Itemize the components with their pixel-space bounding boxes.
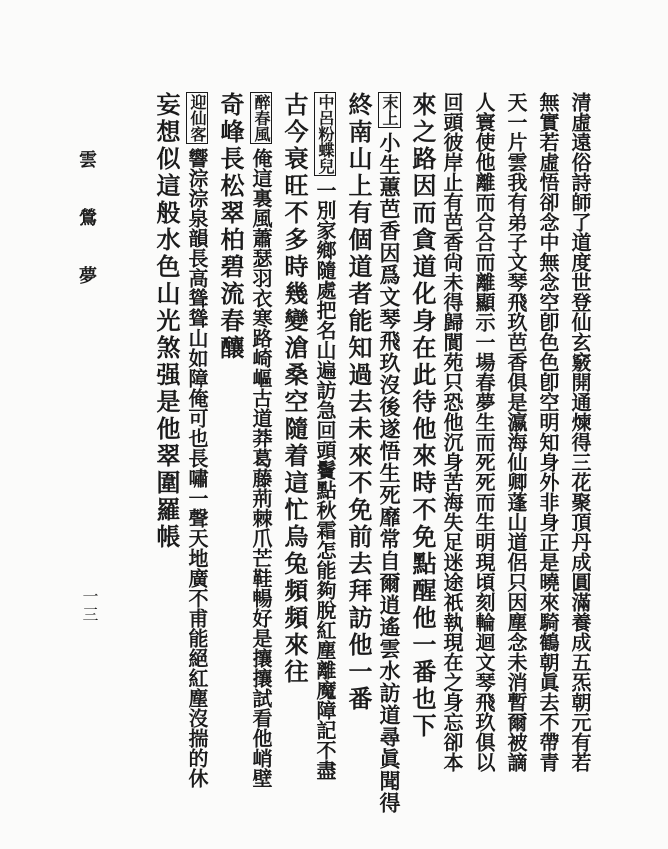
text-column — [506, 92, 526, 772]
text-column — [442, 92, 462, 772]
text-column — [474, 92, 494, 772]
column-text: 無實若虛悟卻念中無念空卽色色卽空明知身外非身正是曉來騎鶴朝眞去不帶青 — [536, 92, 560, 772]
column-text: 來之路因而貪道化身在此待他來時不免點醒他一番也下 — [408, 92, 437, 740]
column-text: 奇峰長松翠柏碧流春釀 — [216, 92, 245, 362]
text-column — [538, 92, 558, 772]
column-text: 人寰使他離而合合而離顯示一場春夢生而死死而生明現頃刻輪迴文琴飛玖俱以 — [472, 92, 496, 772]
column-text: 俺這裏風蕭瑟羽衣寒路崎嶇古道莽葛藤荊棘爪芒鞋暢好是攘攘試看他峭壁 — [249, 148, 273, 788]
text-column — [378, 92, 401, 814]
column-text: 終南山上有個道者能知過去未來不免前去拜訪他一番 — [344, 92, 373, 713]
text-column — [570, 92, 590, 772]
column-text: 天一片雲我有弟子文琴飛玖芭香俱是瀛海仙卿蓬山道侶只因塵念未消暫爾被謫 — [504, 92, 528, 772]
column-text: 小生蕙芭香因爲文琴飛玖沒後遂悟生死靡常自爾逍遙雲水訪道尋眞聞得 — [377, 132, 402, 814]
column-text: 回頭彼岸止有芭香尙未得歸閬苑只恐他沉身苦海失足迷途祇執現在之身忘卻本 — [440, 92, 464, 772]
column-text: 一別家鄉隨處把名山遍訪急回頭鬢點秋霜怎能夠脫紅塵離魔障記不盡 — [313, 180, 337, 780]
text-column — [186, 92, 208, 788]
text-column — [344, 92, 373, 713]
column-text: 妄想似這般水色山光煞强是他翠圍羅帳 — [152, 92, 181, 551]
text-column — [314, 92, 336, 780]
tune-tag: 迎仙客 — [188, 94, 207, 142]
text-column — [216, 92, 245, 362]
running-title: 雲鶯夢 — [76, 150, 97, 324]
role-tag: 末上 — [380, 94, 399, 126]
column-text: 響淙淙泉韻長高聳聳山如障俺可也長嘯一聲天地廣不甫能絕紅塵沒揣的休 — [185, 148, 209, 788]
text-column — [152, 92, 181, 551]
text-column — [250, 92, 272, 788]
page-number: 一三 — [80, 588, 99, 624]
column-text: 清虛遠俗詩師了道度世登仙玄竅開通煉得三花聚頂丹成圓滿養成五炁朝元有若 — [568, 92, 592, 772]
column-text: 古今衰旺不多時幾變滄桑空隨着這忙烏兔頻頻來往 — [280, 92, 309, 686]
tune-tag: 中呂粉蝶兒 — [316, 94, 335, 174]
text-column — [408, 92, 437, 740]
tune-tag: 醉春風 — [252, 94, 271, 142]
text-column — [280, 92, 309, 686]
